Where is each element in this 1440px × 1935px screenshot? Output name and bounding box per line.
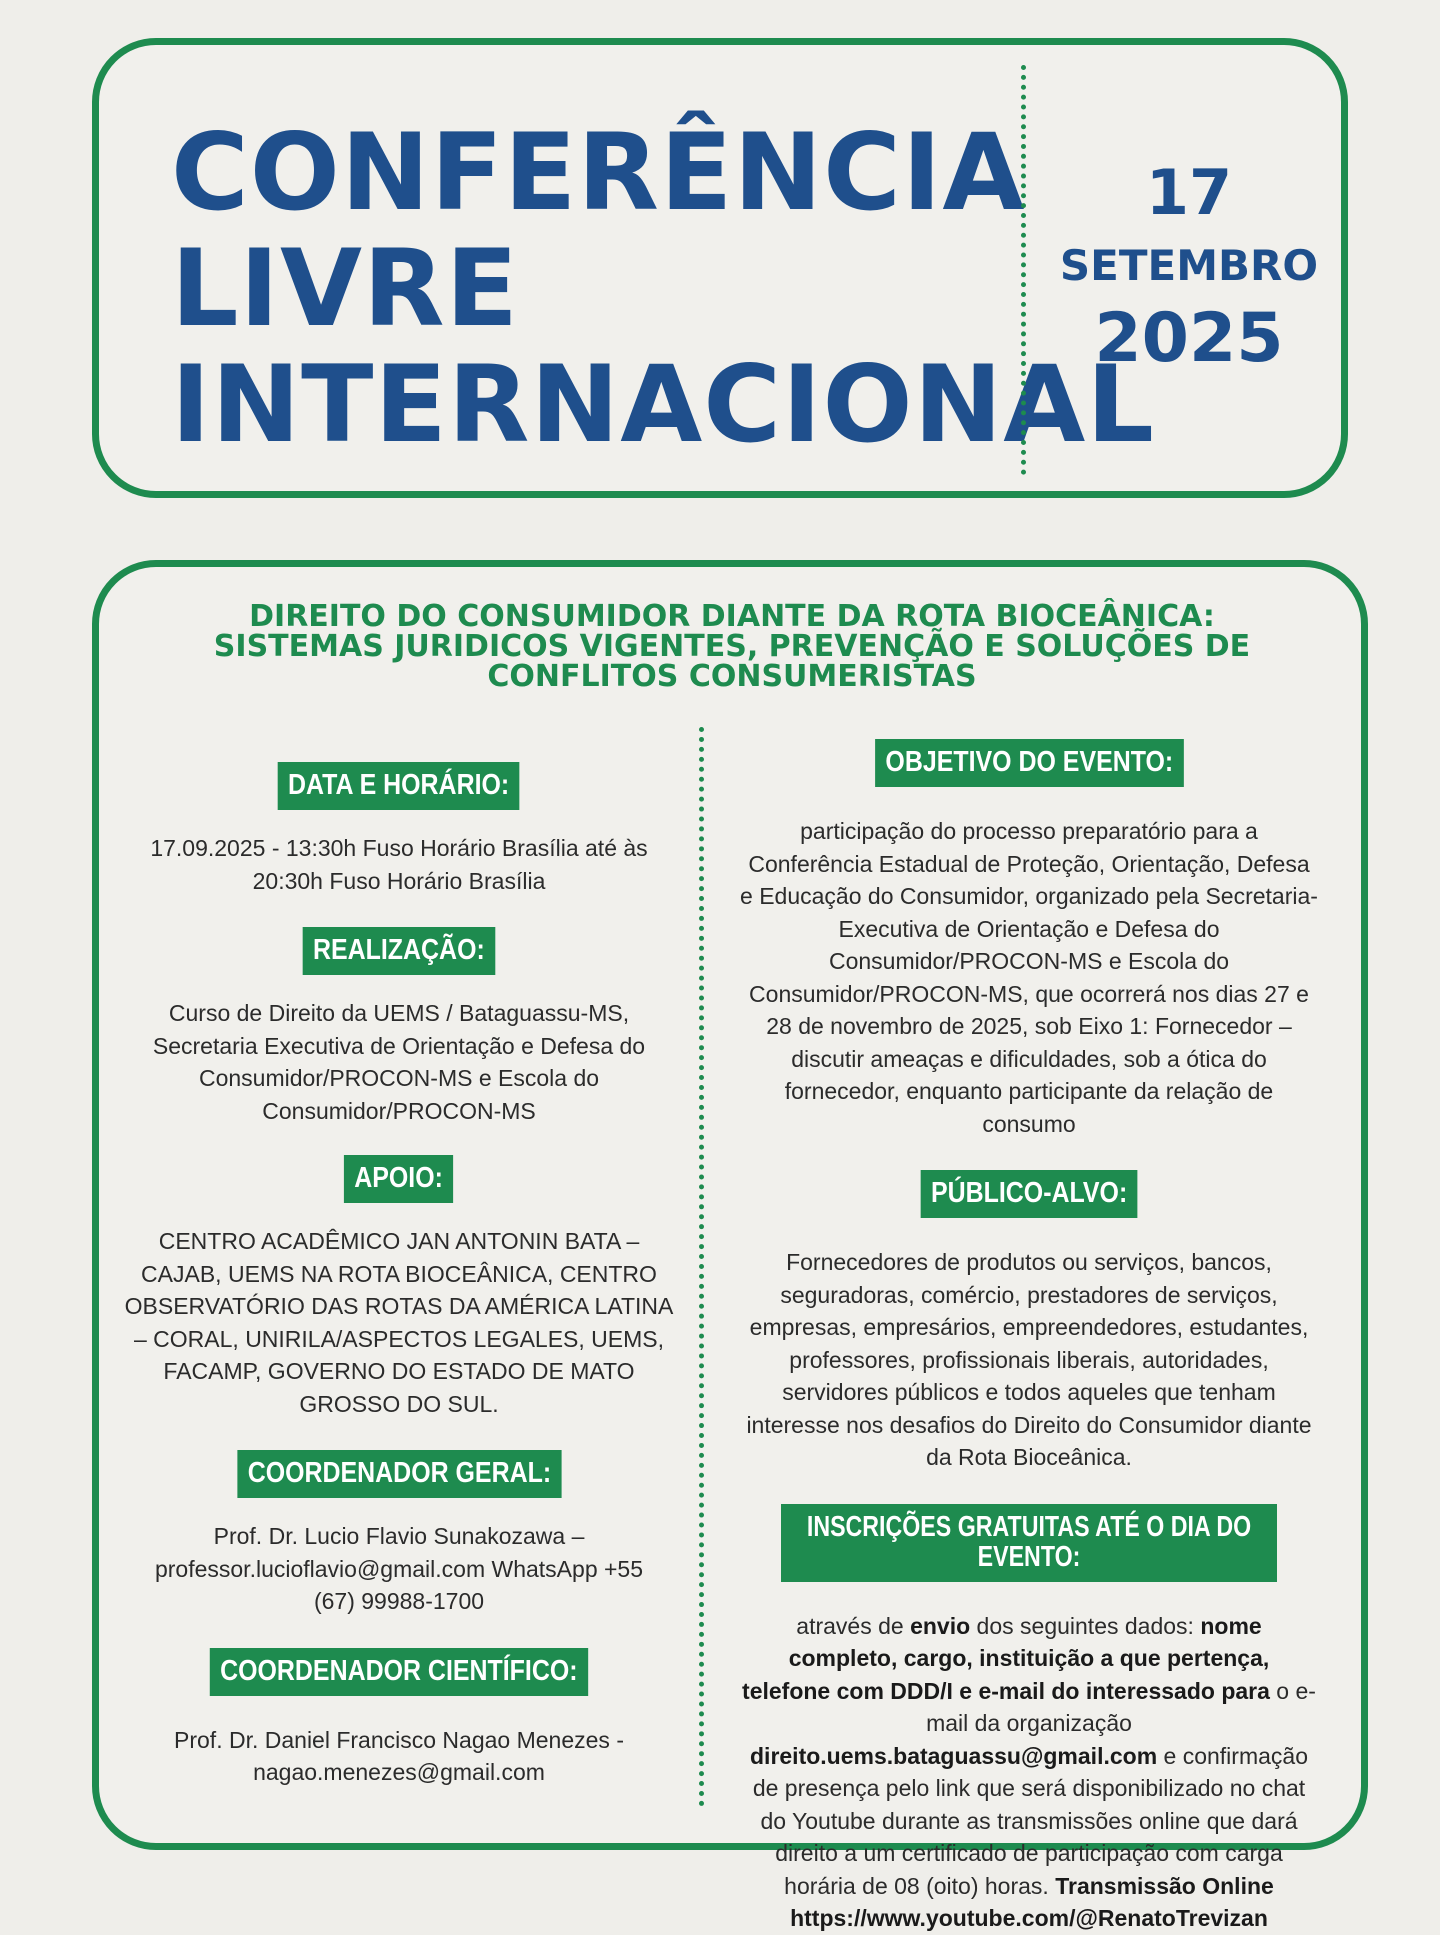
registration-text xyxy=(742,1610,1317,1935)
date-year: 2025 xyxy=(1094,299,1284,378)
schedule-text: 17.09.2025 - 13:30h Fuso Horário Brasília até às 20:30h Fuso Horário Brasília xyxy=(150,835,648,894)
support-text: CENTRO ACADÊMICO JAN ANTONIN BATA – CAJAB, UEMS NA ROTA BIOCEÂNICA, CENTRO OBSERVATÓRIO DAS ROTAS DA AMÉRICA LATINA – CORAL, UNIRILA/ASPECTOS LEGALES, UEMS, FACAMP, GOVERNO DO ESTADO DE MATO GROSSO DO SUL. xyxy=(124,1228,674,1417)
schedule-label: DATA E HORÁRIO: xyxy=(278,762,520,810)
date-day: 17 xyxy=(1145,156,1233,229)
registration-text-4: e confirmação de presença pelo link que será disponibilizado no chat do Youtube durante as transmissões online que dará direito a um certificado de participação com carga horária de 08 (oito) horas. xyxy=(752,1742,1308,1899)
registration-text-1: através de xyxy=(796,1612,911,1639)
column-dotted-divider xyxy=(699,727,704,1807)
objective-text: participação do processo preparatório para a Conferência Estadual de Proteção, Orientação, Defesa e Educação do Consumidor, organizado pela Secretaria-Executiva de Orientação e Defesa do Consumidor/PROCON-MS e Escola do Consumidor/PROCON-MS, que ocorrerá nos dias 27 e 28 de novembro de 2025, sob Eixo 1: Fornecedor – discutir ameaças e dificuldades, sob a ótica do fornecedor, enquanto participante da relação de consumo xyxy=(740,818,1318,1137)
support-label: APOIO: xyxy=(344,1155,453,1203)
organizer-label: REALIZAÇÃO: xyxy=(303,927,495,975)
date-month: SETEMBRO xyxy=(1059,241,1319,290)
audience-text: Fornecedores de produtos ou serviços, bancos, seguradoras, comércio, prestadores de serviços, empresas, empresários, empreendedores, estudantes, professores, profissionais liberais, autoridades, servidores públicos e todos aqueles que tenham interesse nos desafios do Direito do Consumidor diante da Rota Bioceânica. xyxy=(746,1249,1312,1470)
header-dotted-divider xyxy=(1021,65,1026,475)
registration-text-3: o e-mail da organização xyxy=(926,1677,1316,1736)
registration-text-2: dos seguintes dados: xyxy=(970,1612,1201,1639)
title-card xyxy=(92,38,1348,498)
scientific-coordinator-text: Prof. Dr. Daniel Francisco Nagao Menezes - nagao.menezes@gmail.com xyxy=(174,1726,624,1785)
left-column xyxy=(99,762,699,1789)
title-line-3: INTERNACIONAL xyxy=(171,343,1155,466)
youtube-link: Transmissão Online https://www.youtube.com/@RenatoTrevizan xyxy=(790,1872,1274,1931)
registration-label: INSCRIÇÕES GRATUITAS ATÉ O DIA DO EVENTO: xyxy=(781,1504,1277,1582)
conference-title xyxy=(171,111,1155,466)
title-line-2: LIVRE xyxy=(171,227,520,350)
scientific-coordinator-label: COORDENADOR CIENTÍFICO: xyxy=(210,1648,588,1696)
audience-label: PÚBLICO-ALVO: xyxy=(921,1170,1138,1218)
organization-email: direito.uems.bataguassu@gmail.com xyxy=(750,1742,1158,1769)
details-card xyxy=(92,560,1368,1931)
right-column xyxy=(719,739,1339,1935)
registration-bold-1: envio xyxy=(910,1612,971,1639)
event-theme: DIREITO DO CONSUMIDOR DIANTE DA ROTA BIOCEÂNICA: SISTEMAS JURIDICOS VIGENTES, PREVENÇÃO E SOLUÇÕES DE CONFLITOS CONSUMERISTAS xyxy=(213,599,1251,694)
objective-label: OBJETIVO DO EVENTO: xyxy=(875,739,1183,787)
registration-bold-2: nome completo, cargo, instituição a que pertença, telefone com DDD/I e e-mail do interessado para xyxy=(742,1612,1270,1704)
event-date xyxy=(1039,153,1339,379)
general-coordinator-label: COORDENADOR GERAL: xyxy=(237,1450,561,1498)
title-line-1: CONFERÊNCIA xyxy=(171,111,1026,234)
general-coordinator-text: Prof. Dr. Lucio Flavio Sunakozawa – professor.lucioflavio@gmail.com WhatsApp +55 (67) 99988-1700 xyxy=(154,1523,644,1614)
organizer-text: Curso de Direito da UEMS / Bataguassu-MS, Secretaria Executiva de Orientação e Defesa do Consumidor/PROCON-MS e Escola do Consumidor/PROCON-MS xyxy=(152,1000,646,1124)
